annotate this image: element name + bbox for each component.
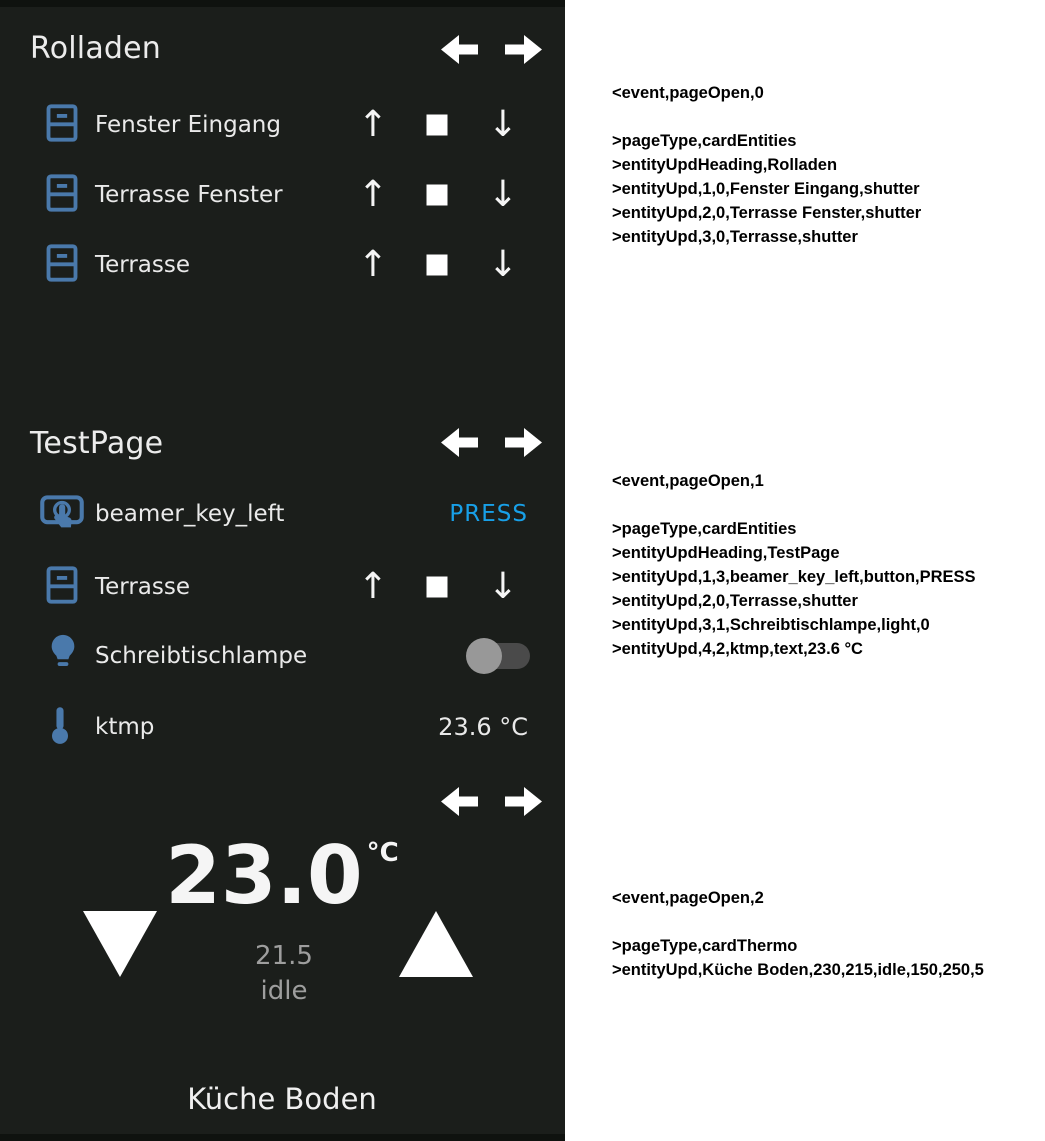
light-toggle[interactable]: [470, 643, 530, 669]
serial-log-line: >entityUpdHeading,Rolladen: [612, 156, 838, 174]
entity-row: [0, 160, 565, 230]
card-testpage: [0, 395, 565, 765]
card-rolladen: [0, 0, 565, 390]
serial-log-line: >entityUpd,1,0,Fenster Eingang,shutter: [612, 180, 920, 198]
gesture-tap-button-icon: [40, 493, 84, 535]
shutter-down-button[interactable]: ↓: [487, 104, 519, 145]
serial-log-line: >entityUpd,3,0,Terrasse,shutter: [612, 228, 858, 246]
serial-log-block: [612, 469, 976, 661]
window-shutter-icon: [44, 173, 80, 217]
serial-log-line: >entityUpd,2,0,Terrasse Fenster,shutter: [612, 204, 922, 222]
page-title: TestPage: [30, 426, 164, 461]
serial-log-line: >pageType,cardEntities: [612, 132, 797, 150]
serial-log-block: [612, 81, 921, 249]
panel-bottom-edge: [0, 1134, 565, 1141]
entity-row: [0, 479, 565, 549]
shutter-stop-button[interactable]: [427, 255, 448, 276]
serial-log-line: <event,pageOpen,1: [612, 472, 764, 490]
page-title: Rolladen: [30, 31, 162, 66]
temp-down-button[interactable]: [83, 911, 157, 977]
shutter-stop-button[interactable]: [427, 185, 448, 206]
serial-log-block: [612, 886, 984, 982]
temp-up-button[interactable]: [399, 911, 473, 977]
serial-log-line: >entityUpd,2,0,Terrasse,shutter: [612, 592, 858, 610]
thermostat-name: Küche Boden: [187, 1082, 377, 1116]
serial-log-line: >entityUpd,3,1,Schreibtischlampe,light,0: [612, 616, 930, 634]
setpoint-value: 21.5: [255, 941, 313, 971]
nav-prev-button[interactable]: [441, 426, 478, 459]
nav-prev-button[interactable]: [441, 785, 478, 818]
serial-log-line: >entityUpd,Küche Boden,230,215,idle,150,250,5: [612, 961, 984, 979]
page-nav: [441, 785, 542, 818]
serial-log-line: <event,pageOpen,0: [612, 84, 764, 102]
entity-row: [0, 621, 565, 691]
nav-next-button[interactable]: [505, 785, 542, 818]
shutter-up-button[interactable]: ↑: [357, 174, 389, 215]
sensor-value: 23.6 °C: [438, 713, 528, 741]
shutter-down-button[interactable]: ↓: [487, 174, 519, 215]
toggle-knob: [466, 638, 502, 674]
window-shutter-icon: [44, 103, 80, 147]
entity-label: Terrasse Fenster: [95, 182, 283, 208]
entity-row: [0, 90, 565, 160]
serial-log-line: >pageType,cardThermo: [612, 937, 798, 955]
nav-next-button[interactable]: [505, 426, 542, 459]
page-nav: [441, 33, 542, 66]
serial-log-line: >entityUpdHeading,TestPage: [612, 544, 840, 562]
thermometer-icon: [51, 705, 69, 749]
shutter-stop-button[interactable]: [427, 577, 448, 598]
shutter-up-button[interactable]: ↑: [357, 244, 389, 285]
press-button[interactable]: PRESS: [449, 501, 528, 527]
serial-log-line: <event,pageOpen,2: [612, 889, 764, 907]
entity-label: Terrasse: [95, 574, 191, 600]
entity-row: [0, 692, 565, 762]
shutter-down-button[interactable]: ↓: [487, 566, 519, 607]
nav-next-button[interactable]: [505, 33, 542, 66]
entity-label: beamer_key_left: [95, 501, 285, 527]
entity-row: [0, 230, 565, 300]
current-temperature: [165, 829, 399, 922]
entity-label: Terrasse: [95, 252, 191, 278]
shutter-down-button[interactable]: ↓: [487, 244, 519, 285]
entity-label: Fenster Eingang: [95, 112, 281, 138]
entity-label: ktmp: [95, 714, 155, 740]
serial-log-line: >pageType,cardEntities: [612, 520, 797, 538]
entity-row: [0, 552, 565, 622]
hvac-state: idle: [260, 976, 308, 1006]
entity-label: Schreibtischlampe: [95, 643, 308, 669]
window-shutter-icon: [44, 243, 80, 287]
current-temp-value: 23.0: [165, 829, 363, 922]
shutter-stop-button[interactable]: [427, 115, 448, 136]
serial-log-line: >entityUpd,1,3,beamer_key_left,button,PRESS: [612, 568, 976, 586]
shutter-up-button[interactable]: ↑: [357, 566, 389, 607]
shutter-up-button[interactable]: ↑: [357, 104, 389, 145]
lightbulb-icon: [46, 632, 80, 680]
window-shutter-icon: [44, 565, 80, 609]
temp-unit: °C: [366, 838, 399, 868]
nav-prev-button[interactable]: [441, 33, 478, 66]
serial-log-line: >entityUpd,4,2,ktmp,text,23.6 °C: [612, 640, 863, 658]
page-nav: [441, 426, 542, 459]
